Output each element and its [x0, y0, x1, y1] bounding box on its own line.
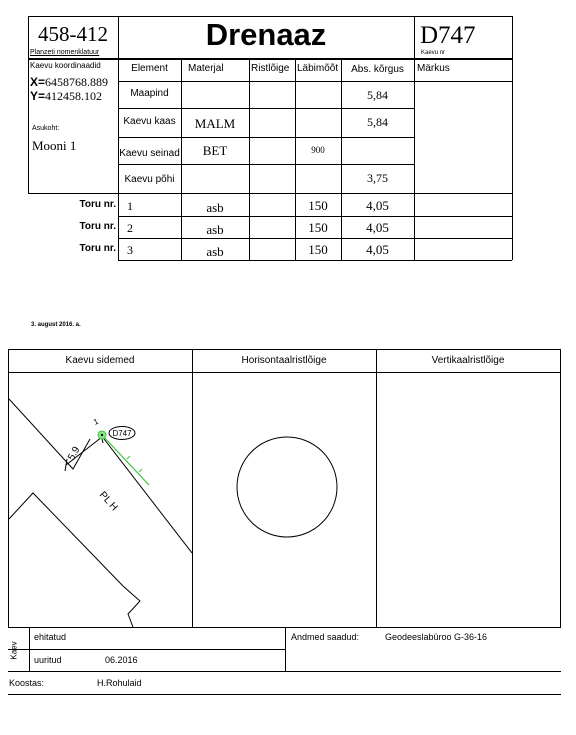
row-element: Kaevu seinad: [119, 148, 180, 159]
coord-y-prefix: Y=: [30, 89, 46, 103]
compiled-label: Koostas:: [9, 678, 45, 688]
row-elevation: 5,84: [367, 88, 388, 102]
dimension-label: 5.9: [66, 444, 83, 463]
col-material: Materjal: [188, 63, 224, 74]
pipe-number: 3: [127, 243, 133, 257]
row-diameter: 900: [311, 145, 325, 155]
col-element: Element: [131, 63, 168, 74]
panel-title-horizontal: Horisontaalristlõige: [241, 355, 327, 366]
footer-vertical-label: Kaev: [9, 641, 19, 660]
row-element: Kaevu kaas: [123, 116, 176, 127]
well-label: D747: [112, 429, 132, 438]
pipe-material: asb: [206, 200, 224, 215]
pipe-diameter: 150: [308, 242, 328, 257]
pipe-tick: [127, 456, 130, 459]
site-plan-drawing: [9, 373, 192, 627]
col-diameter: Läbimõõt: [297, 63, 339, 74]
coord-x-prefix: X=: [30, 75, 46, 89]
data-source-value: Geodeeslabüroo G-36-16: [385, 632, 488, 642]
well-cross-section-circle: [237, 437, 337, 537]
surveyed-label: uuritud: [34, 655, 62, 665]
pipe-number: 1: [127, 199, 133, 213]
coord-x: [30, 75, 108, 90]
pipe-label: Toru nr.: [79, 199, 116, 210]
pipe-elevation: 4,05: [366, 242, 389, 257]
street-label: PL H: [96, 489, 120, 514]
row-material: BET: [202, 143, 228, 158]
row-element: Kaevu põhi: [124, 174, 175, 185]
nomenclature: 458-412: [38, 22, 108, 46]
pipe-material: asb: [206, 222, 224, 237]
pipe-elevation: 4,05: [366, 220, 389, 235]
panel-title-vertical: Vertikaalristlõige: [431, 355, 505, 366]
pipe-tick: [139, 469, 142, 472]
col-cross-section: Ristlõige: [251, 63, 290, 74]
well-marker-center: [101, 434, 103, 436]
coords-label: Kaevu koordinaadid: [30, 61, 101, 70]
coord-y: [30, 89, 102, 104]
data-source-label: Andmed saadud:: [291, 632, 360, 642]
pipe-label: Toru nr.: [79, 243, 116, 254]
coord-y-value: 412458.102: [45, 89, 103, 103]
well-number-label: Kaevu nr: [421, 50, 446, 56]
document-date: 3. august 2016. a.: [31, 322, 81, 328]
coord-x-value: 6458768.889: [45, 75, 109, 89]
pipe-number: 2: [127, 221, 133, 235]
row-elevation: 3,75: [367, 171, 388, 185]
street-edge: [101, 435, 192, 553]
col-elevation: Abs. kõrgus: [351, 64, 404, 75]
location-value: Mooni 1: [32, 138, 77, 153]
built-label: ehitatud: [34, 632, 67, 642]
horizontal-section-drawing: [193, 373, 376, 627]
pipe-diameter: 150: [308, 220, 328, 235]
row-elevation: 5,84: [367, 115, 388, 129]
pipe-elevation: 4,05: [366, 198, 389, 213]
pipe-diameter: 150: [308, 198, 328, 213]
surveyed-value: 06.2016: [105, 655, 138, 665]
col-notes: Märkus: [417, 63, 450, 74]
well-number: D747: [420, 22, 476, 49]
pipe-material: asb: [206, 244, 224, 259]
pipe-label: Toru nr.: [79, 221, 116, 232]
row-element: Maapind: [130, 88, 169, 99]
row-material: MALM: [194, 116, 236, 131]
compiled-value: H.Rohulaid: [97, 678, 142, 688]
panel-title-connections: Kaevu sidemed: [65, 355, 135, 366]
building-outline-lower: [9, 493, 140, 627]
pipe-line: [102, 435, 149, 485]
page-title: Drenaaz: [205, 17, 327, 52]
pipe-number-label: 1: [92, 416, 100, 427]
nomenclature-label: Planzeti nomenklatuur: [30, 49, 100, 56]
location-label: Asukoht:: [32, 125, 60, 132]
